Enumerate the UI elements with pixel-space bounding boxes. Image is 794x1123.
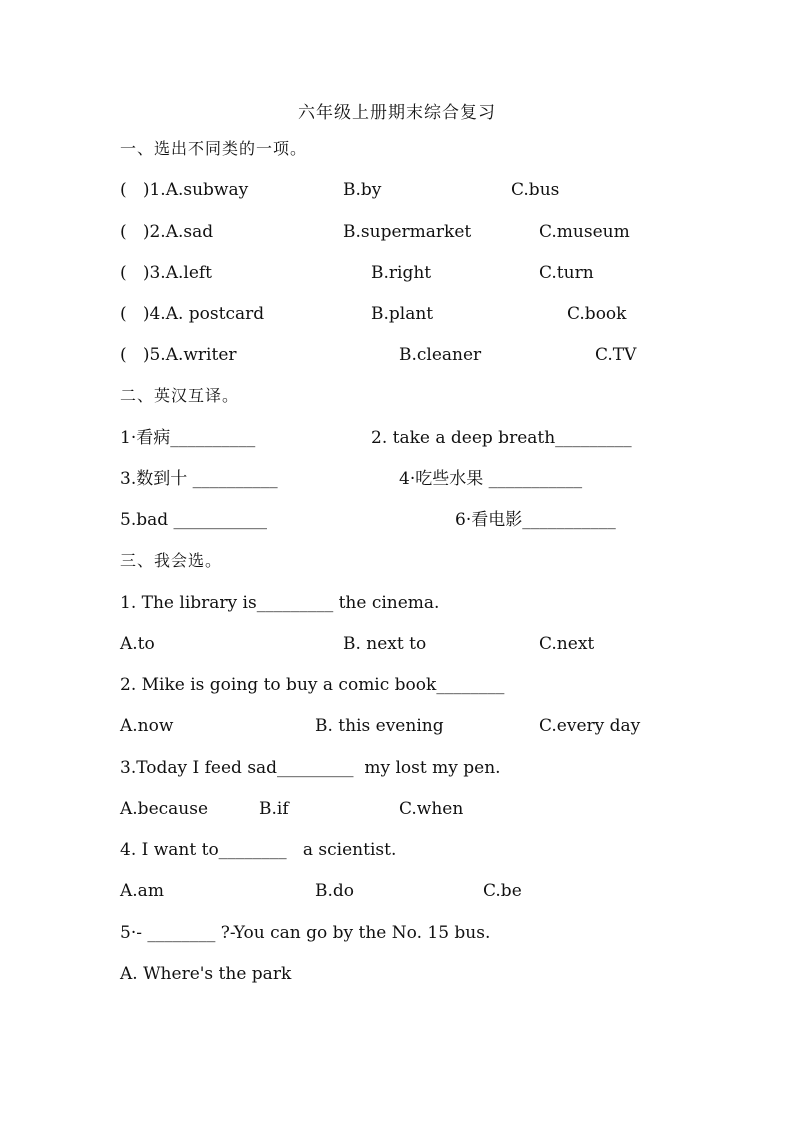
option-c: C.turn: [539, 263, 594, 283]
section-heading: 一、选出不同类的一项。: [120, 139, 308, 158]
option-b: B. this evening: [315, 716, 444, 736]
option-b: B.plant: [371, 304, 434, 324]
option-b: B.right: [371, 263, 432, 283]
page-title: 六年级上册期末综合复习: [298, 103, 496, 123]
option-c: C.TV: [595, 345, 637, 365]
option-c: C.museum: [539, 222, 630, 242]
option-c: C.every day: [539, 716, 641, 736]
option-c: C.when: [399, 799, 464, 819]
translation-item: 6·看电影___________: [455, 510, 616, 530]
option-b: B.cleaner: [399, 345, 482, 365]
question-row: ( )2.A.sad: [120, 222, 214, 242]
choice-question: 1. The library is_________ the cinema.: [120, 593, 440, 613]
option-a: A.because: [120, 799, 209, 819]
question-row: ( )4.A. postcard: [120, 304, 265, 324]
question-row: ( )1.A.subway: [120, 180, 249, 200]
translation-item: 2. take a deep breath_________: [371, 428, 632, 448]
option-b: B. next to: [343, 634, 427, 654]
question-row: ( )5.A.writer: [120, 345, 237, 365]
translation-item: 5.bad ___________: [120, 510, 268, 530]
option-a: A. Where's the park: [120, 964, 292, 984]
translation-item: 3.数到十 __________: [120, 469, 278, 489]
choice-question: 5·- ________ ?-You can go by the No. 15 bus.: [120, 923, 491, 943]
option-b: B.if: [259, 799, 289, 819]
option-c: C.next: [539, 634, 595, 654]
option-a: A.now: [120, 716, 174, 736]
question-row: ( )3.A.left: [120, 263, 212, 283]
option-c: C.be: [483, 881, 522, 901]
option-c: C.bus: [511, 180, 560, 200]
option-a: A.to: [120, 634, 155, 654]
option-a: A.am: [120, 881, 164, 901]
choice-question: 2. Mike is going to buy a comic book________: [120, 675, 505, 695]
option-c: C.book: [567, 304, 627, 324]
choice-question: 4. I want to________ a scientist.: [120, 840, 397, 860]
option-b: B.by: [343, 180, 382, 200]
translation-item: 1·看病__________: [120, 428, 256, 448]
choice-question: 3.Today I feed sad_________ my lost my pen.: [120, 758, 501, 778]
section-heading: 二、英汉互译。: [120, 386, 240, 405]
option-b: B.do: [315, 881, 355, 901]
section-heading: 三、我会选。: [120, 551, 223, 570]
translation-item: 4·吃些水果 ___________: [399, 469, 583, 489]
option-b: B.supermarket: [343, 222, 472, 242]
